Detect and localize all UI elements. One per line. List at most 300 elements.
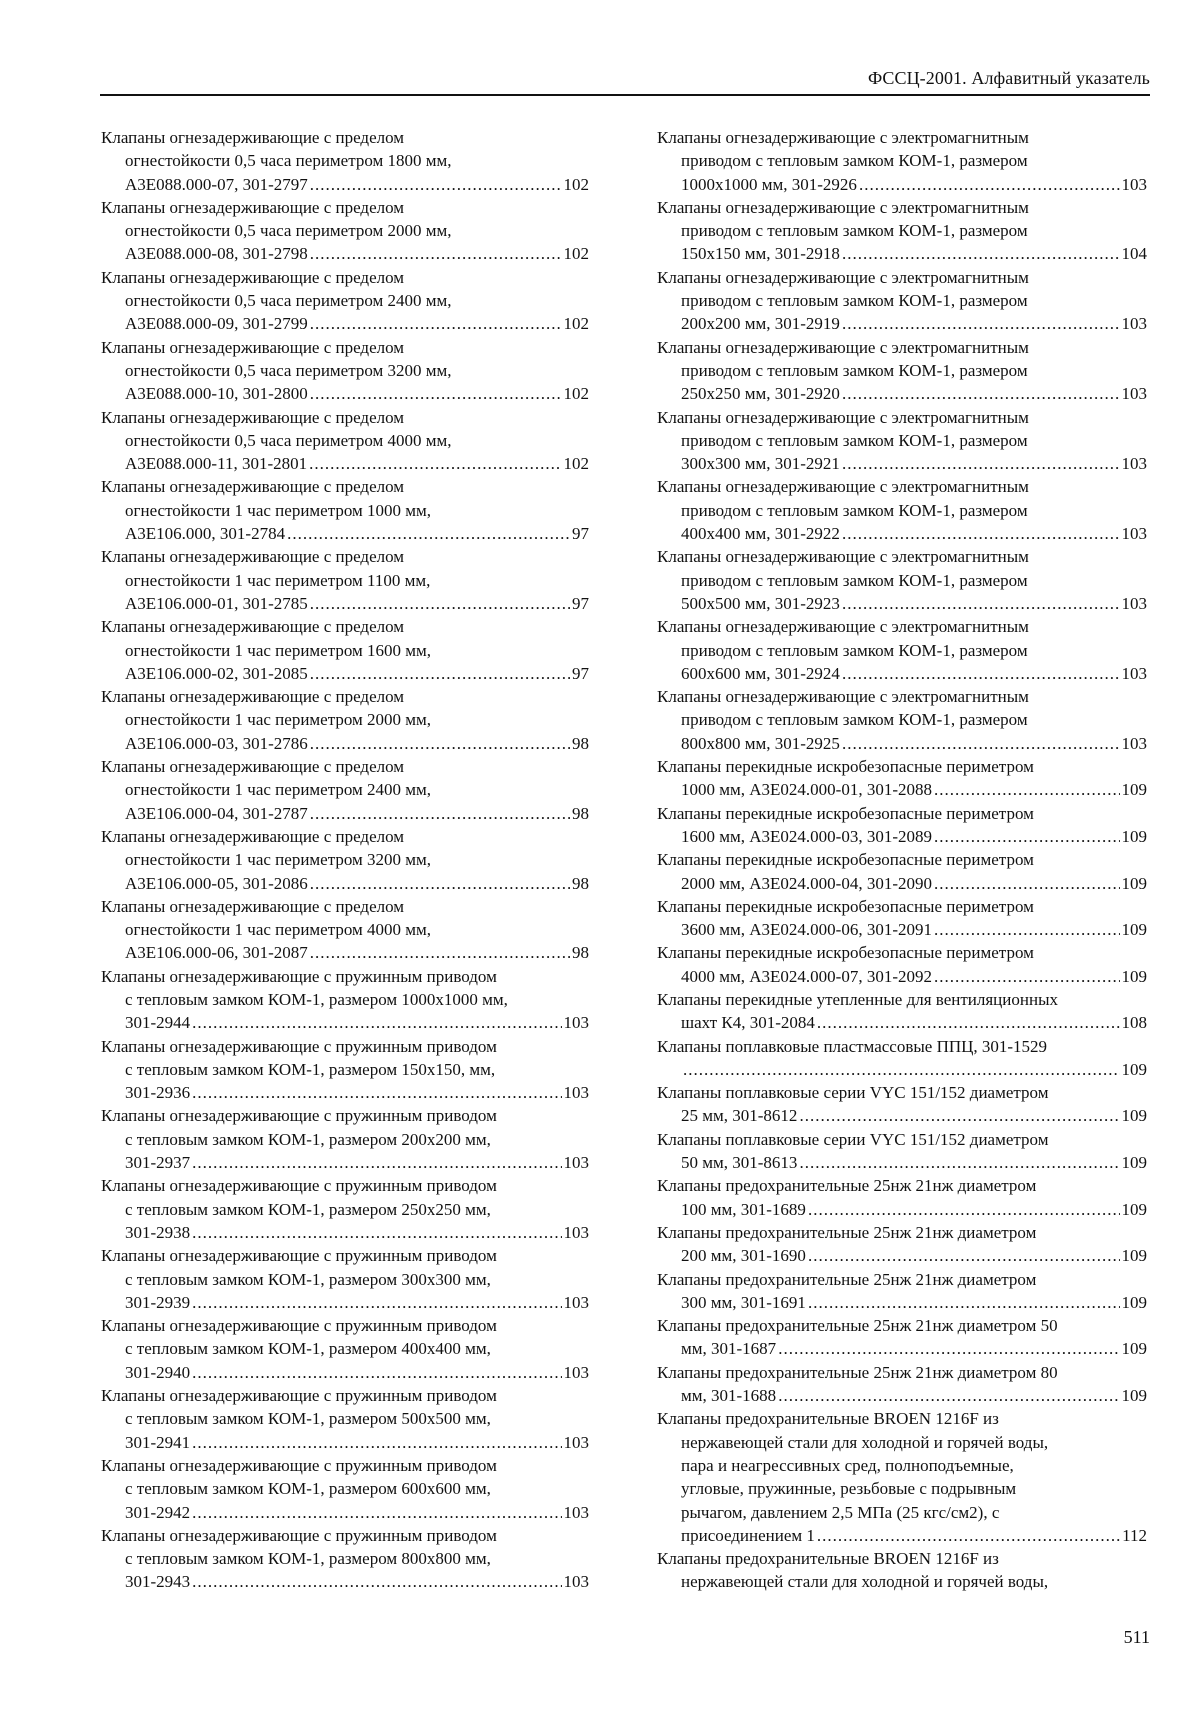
index-entry bbox=[101, 1314, 589, 1384]
index-entry bbox=[101, 126, 589, 196]
index-entry bbox=[101, 475, 589, 545]
index-entry bbox=[657, 196, 1147, 266]
entry-line: Клапаны огнезадерживающие с пружинным приводом bbox=[101, 1316, 497, 1336]
entry-line: Клапаны перекидные искробезопасные периметром bbox=[657, 943, 1034, 963]
entry-last-line bbox=[101, 522, 589, 545]
entry-page-number: 109 bbox=[1121, 780, 1147, 800]
index-entry bbox=[657, 1547, 1147, 1594]
dot-leader bbox=[192, 1361, 561, 1384]
entry-line: Клапаны огнезадерживающие с электромагнитным bbox=[657, 267, 1029, 287]
entry-page-number: 103 bbox=[563, 1222, 589, 1242]
entry-line: Клапаны перекидные искробезопасные периметром bbox=[657, 803, 1034, 823]
index-entry bbox=[101, 1524, 589, 1594]
entry-page-number: 97 bbox=[572, 663, 589, 683]
dot-leader bbox=[192, 1081, 561, 1104]
entry-line: огнестойкости 1 час периметром 1600 мм, bbox=[125, 640, 432, 660]
entry-page-number: 102 bbox=[563, 244, 589, 264]
entry-reference: 50 мм, 301-8613 bbox=[681, 1153, 798, 1173]
entry-page-number: 109 bbox=[1121, 1106, 1147, 1126]
entry-page-number: 103 bbox=[563, 1013, 589, 1033]
entry-reference: 250x250 мм, 301-2920 bbox=[681, 384, 840, 404]
entry-line: Клапаны огнезадерживающие с пределом bbox=[101, 757, 405, 777]
index-entry bbox=[101, 1035, 589, 1105]
index-entry bbox=[657, 1361, 1147, 1408]
entry-page-number: 103 bbox=[563, 1432, 589, 1452]
dot-leader bbox=[842, 662, 1120, 685]
dot-leader bbox=[799, 1104, 1119, 1127]
dot-leader bbox=[778, 1337, 1119, 1360]
index-entry bbox=[657, 941, 1147, 988]
entry-page-number: 109 bbox=[1121, 873, 1147, 893]
entry-last-line bbox=[101, 312, 589, 335]
entry-reference: 1000x1000 мм, 301-2926 bbox=[681, 174, 857, 194]
index-entry bbox=[657, 802, 1147, 849]
entry-line: нержавеющей стали для холодной и горячей воды, bbox=[681, 1432, 1049, 1452]
entry-last-line bbox=[101, 1151, 589, 1174]
dot-leader bbox=[934, 778, 1120, 801]
entry-line: Клапаны огнезадерживающие с пределом bbox=[101, 477, 405, 497]
dot-leader bbox=[192, 1431, 561, 1454]
entry-page-number: 103 bbox=[1121, 524, 1147, 544]
entry-reference: 200 мм, 301-1690 bbox=[681, 1246, 806, 1266]
entry-last-line bbox=[657, 662, 1147, 685]
entry-last-line bbox=[657, 1244, 1147, 1267]
entry-line: Клапаны огнезадерживающие с пределом bbox=[101, 687, 405, 707]
entry-line: Клапаны огнезадерживающие с пружинным приводом bbox=[101, 1455, 497, 1475]
entry-line: огнестойкости 1 час периметром 1000 мм, bbox=[125, 500, 432, 520]
entry-reference: 400x400 мм, 301-2922 bbox=[681, 524, 840, 544]
index-entry bbox=[657, 126, 1147, 196]
index-entry bbox=[101, 196, 589, 266]
entry-last-line bbox=[657, 1524, 1147, 1547]
dot-leader bbox=[808, 1244, 1120, 1267]
entry-reference: присоединением 1 bbox=[681, 1525, 815, 1545]
index-entry bbox=[101, 1104, 589, 1174]
dot-leader bbox=[842, 592, 1120, 615]
entry-last-line bbox=[101, 1011, 589, 1034]
entry-line: с тепловым замком КОМ-1, размером 400x400 мм, bbox=[125, 1339, 491, 1359]
entry-line: Клапаны огнезадерживающие с пределом bbox=[101, 896, 405, 916]
entry-line: приводом с тепловым замком КОМ-1, размером bbox=[681, 151, 1028, 171]
entry-page-number: 103 bbox=[1121, 454, 1147, 474]
entry-line: Клапаны поплавковые пластмассовые ППЦ, 301-1529 bbox=[657, 1036, 1048, 1056]
index-entry bbox=[657, 895, 1147, 942]
dot-leader bbox=[859, 173, 1120, 196]
entry-last-line bbox=[101, 1081, 589, 1104]
index-entry bbox=[657, 1407, 1147, 1547]
entry-line: Клапаны огнезадерживающие с пределом bbox=[101, 337, 405, 357]
entry-last-line bbox=[101, 173, 589, 196]
index-entry bbox=[657, 848, 1147, 895]
entry-reference: A3E106.000-01, 301-2785 bbox=[125, 593, 308, 613]
entry-last-line bbox=[101, 1291, 589, 1314]
entry-reference: 100 мм, 301-1689 bbox=[681, 1199, 806, 1219]
index-entry bbox=[657, 1314, 1147, 1361]
entry-last-line bbox=[101, 1570, 589, 1593]
entry-last-line bbox=[657, 242, 1147, 265]
entry-last-line bbox=[101, 1221, 589, 1244]
entry-line: с тепловым замком КОМ-1, размером 300x300 мм, bbox=[125, 1269, 491, 1289]
index-entry bbox=[101, 755, 589, 825]
entry-page-number: 102 bbox=[563, 454, 589, 474]
entry-page-number: 103 bbox=[1121, 174, 1147, 194]
dot-leader bbox=[192, 1570, 561, 1593]
entry-line: Клапаны перекидные искробезопасные периметром bbox=[657, 896, 1034, 916]
entry-page-number: 98 bbox=[572, 803, 589, 823]
entry-page-number: 102 bbox=[563, 314, 589, 334]
index-entry bbox=[101, 1454, 589, 1524]
entry-line: приводом с тепловым замком КОМ-1, размером bbox=[681, 221, 1028, 241]
entry-line: Клапаны огнезадерживающие с пределом bbox=[101, 547, 405, 567]
entry-last-line bbox=[101, 802, 589, 825]
entry-last-line bbox=[657, 1337, 1147, 1360]
dot-leader bbox=[799, 1151, 1119, 1174]
entry-page-number: 109 bbox=[1121, 1292, 1147, 1312]
entry-reference: 150x150 мм, 301-2918 bbox=[681, 244, 840, 264]
entry-line: Клапаны предохранительные 25нж 21нж диаметром 50 bbox=[657, 1316, 1058, 1336]
dot-leader bbox=[287, 522, 570, 545]
entry-line: Клапаны предохранительные 25нж 21нж диаметром bbox=[657, 1176, 1037, 1196]
entry-page-number: 112 bbox=[1122, 1525, 1147, 1545]
entry-page-number: 97 bbox=[572, 593, 589, 613]
entry-last-line bbox=[657, 1291, 1147, 1314]
index-column-left bbox=[101, 126, 589, 1594]
entry-last-line bbox=[657, 1104, 1147, 1127]
dot-leader bbox=[808, 1198, 1120, 1221]
dot-leader bbox=[192, 1011, 561, 1034]
entry-reference: 1000 мм, A3E024.000-01, 301-2088 bbox=[681, 780, 932, 800]
entry-line: с тепловым замком КОМ-1, размером 1000x1000 мм, bbox=[125, 989, 508, 1009]
entry-reference: A3E106.000-03, 301-2786 bbox=[125, 733, 308, 753]
entry-reference: A3E088.000-07, 301-2797 bbox=[125, 174, 308, 194]
entry-page-number: 103 bbox=[563, 1502, 589, 1522]
entry-line: огнестойкости 0,5 часа периметром 3200 мм, bbox=[125, 360, 452, 380]
entry-line: Клапаны огнезадерживающие с пределом bbox=[101, 128, 405, 147]
dot-leader bbox=[310, 592, 570, 615]
entry-reference: 600x600 мм, 301-2924 bbox=[681, 663, 840, 683]
entry-line: Клапаны предохранительные BROEN 1216F из bbox=[657, 1549, 999, 1569]
dot-leader bbox=[310, 872, 570, 895]
dot-leader bbox=[310, 941, 570, 964]
entry-page-number: 109 bbox=[1121, 1246, 1147, 1266]
entry-reference: 301-2943 bbox=[125, 1572, 191, 1592]
entry-line: огнестойкости 0,5 часа периметром 2400 мм, bbox=[125, 291, 452, 311]
dot-leader bbox=[808, 1291, 1120, 1314]
entry-reference: A3E088.000-09, 301-2799 bbox=[125, 314, 308, 334]
entry-page-number: 103 bbox=[1121, 733, 1147, 753]
entry-line: с тепловым замком КОМ-1, размером 200x200 мм, bbox=[125, 1129, 491, 1149]
index-entry bbox=[101, 406, 589, 476]
index-entry bbox=[101, 1174, 589, 1244]
entry-line: Клапаны огнезадерживающие с электромагнитным bbox=[657, 407, 1029, 427]
entry-last-line bbox=[657, 173, 1147, 196]
entry-line: приводом с тепловым замком КОМ-1, размером bbox=[681, 360, 1028, 380]
dot-leader bbox=[310, 732, 570, 755]
entry-page-number: 103 bbox=[563, 1153, 589, 1173]
entry-line: Клапаны огнезадерживающие с пружинным приводом bbox=[101, 1386, 497, 1406]
entry-page-number: 102 bbox=[563, 174, 589, 194]
entry-page-number: 98 bbox=[572, 733, 589, 753]
entry-page-number: 102 bbox=[563, 384, 589, 404]
entry-line: Клапаны предохранительные BROEN 1216F из bbox=[657, 1409, 999, 1429]
dot-leader bbox=[842, 382, 1120, 405]
index-entry bbox=[657, 545, 1147, 615]
entry-last-line bbox=[101, 1501, 589, 1524]
entry-reference: 300 мм, 301-1691 bbox=[681, 1292, 806, 1312]
entry-line: Клапаны перекидные искробезопасные периметром bbox=[657, 850, 1034, 870]
entry-line: угловые, пружинные, резьбовые с подрывным bbox=[681, 1479, 1017, 1499]
entry-reference: A3E088.000-08, 301-2798 bbox=[125, 244, 308, 264]
entry-page-number: 103 bbox=[1121, 663, 1147, 683]
entry-last-line bbox=[101, 662, 589, 685]
entry-line: Клапаны огнезадерживающие с электромагнитным bbox=[657, 687, 1029, 707]
dot-leader bbox=[309, 452, 561, 475]
entry-page-number: 109 bbox=[1121, 1339, 1147, 1359]
entry-reference: 500x500 мм, 301-2923 bbox=[681, 593, 840, 613]
entry-page-number: 98 bbox=[572, 943, 589, 963]
entry-reference: 301-2941 bbox=[125, 1432, 191, 1452]
entry-line: Клапаны огнезадерживающие с пружинным приводом bbox=[101, 1036, 497, 1056]
dot-leader bbox=[310, 662, 570, 685]
index-entry bbox=[657, 266, 1147, 336]
entry-last-line bbox=[101, 872, 589, 895]
entry-reference: 301-2939 bbox=[125, 1292, 191, 1312]
index-entry bbox=[101, 545, 589, 615]
index-entry bbox=[101, 825, 589, 895]
entry-line: рычагом, давлением 2,5 МПа (25 кгс/см2), с bbox=[681, 1502, 1000, 1522]
entry-page-number: 108 bbox=[1121, 1013, 1147, 1033]
dot-leader bbox=[934, 872, 1120, 895]
page-header bbox=[100, 68, 1150, 96]
entry-line: Клапаны огнезадерживающие с пределом bbox=[101, 407, 405, 427]
dot-leader bbox=[842, 242, 1120, 265]
entry-line: Клапаны огнезадерживающие с пределом bbox=[101, 617, 405, 637]
entry-reference: 4000 мм, A3E024.000-07, 301-2092 bbox=[681, 966, 932, 986]
entry-line: Клапаны огнезадерживающие с электромагнитным bbox=[657, 128, 1029, 147]
entry-line: приводом с тепловым замком КОМ-1, размером bbox=[681, 500, 1028, 520]
entry-line: огнестойкости 0,5 часа периметром 4000 мм, bbox=[125, 430, 452, 450]
page-number: 511 bbox=[1123, 1627, 1150, 1647]
entry-line: Клапаны огнезадерживающие с пружинным приводом bbox=[101, 966, 497, 986]
dot-leader bbox=[310, 802, 570, 825]
entry-last-line bbox=[657, 778, 1147, 801]
entry-last-line bbox=[657, 965, 1147, 988]
entry-last-line bbox=[101, 242, 589, 265]
index-entry bbox=[101, 1384, 589, 1454]
entry-line: Клапаны поплавковые серии VYC 151/152 диаметром bbox=[657, 1129, 1049, 1149]
entry-last-line bbox=[657, 1011, 1147, 1034]
entry-reference: мм, 301-1687 bbox=[681, 1339, 777, 1359]
entry-reference: A3E106.000-04, 301-2787 bbox=[125, 803, 308, 823]
entry-line: Клапаны огнезадерживающие с электромагнитным bbox=[657, 197, 1029, 217]
entry-last-line bbox=[101, 1431, 589, 1454]
entry-page-number: 109 bbox=[1121, 1386, 1147, 1406]
entry-line: огнестойкости 1 час периметром 4000 мм, bbox=[125, 920, 432, 940]
entry-line: огнестойкости 1 час периметром 3200 мм, bbox=[125, 850, 432, 870]
dot-leader bbox=[842, 452, 1120, 475]
entry-line: Клапаны предохранительные 25нж 21нж диаметром bbox=[657, 1269, 1037, 1289]
entry-last-line bbox=[101, 1361, 589, 1384]
entry-page-number: 98 bbox=[572, 873, 589, 893]
entry-line: приводом с тепловым замком КОМ-1, размером bbox=[681, 710, 1028, 730]
entry-reference: 301-2944 bbox=[125, 1013, 191, 1033]
entry-line: Клапаны огнезадерживающие с пределом bbox=[101, 197, 405, 217]
entry-last-line bbox=[101, 452, 589, 475]
entry-line: огнестойкости 0,5 часа периметром 1800 мм, bbox=[125, 151, 452, 171]
entry-line: Клапаны огнезадерживающие с пружинным приводом bbox=[101, 1246, 497, 1266]
dot-leader bbox=[778, 1384, 1119, 1407]
dot-leader bbox=[192, 1221, 561, 1244]
entry-reference: A3E088.000-11, 301-2801 bbox=[125, 454, 308, 474]
entry-line: приводом с тепловым замком КОМ-1, размером bbox=[681, 570, 1028, 590]
entry-line: с тепловым замком КОМ-1, размером 600x600 мм, bbox=[125, 1479, 491, 1499]
dot-leader bbox=[842, 312, 1120, 335]
index-entry bbox=[657, 406, 1147, 476]
entry-line: с тепловым замком КОМ-1, размером 500x500 мм, bbox=[125, 1409, 491, 1429]
entry-last-line bbox=[101, 732, 589, 755]
entry-line: Клапаны огнезадерживающие с пружинным приводом bbox=[101, 1525, 497, 1545]
entry-page-number: 109 bbox=[1121, 1153, 1147, 1173]
entry-line: Клапаны поплавковые серии VYC 151/152 диаметром bbox=[657, 1083, 1049, 1103]
running-title: ФССЦ-2001. Алфавитный указатель bbox=[868, 68, 1150, 88]
entry-line: с тепловым замком КОМ-1, размером 150x150, мм, bbox=[125, 1059, 496, 1079]
index-entry bbox=[657, 755, 1147, 802]
entry-reference: 300x300 мм, 301-2921 bbox=[681, 454, 840, 474]
entry-page-number: 103 bbox=[1121, 314, 1147, 334]
entry-reference: A3E106.000, 301-2784 bbox=[125, 524, 286, 544]
entry-line: Клапаны огнезадерживающие с электромагнитным bbox=[657, 477, 1029, 497]
entry-line: Клапаны предохранительные 25нж 21нж диаметром bbox=[657, 1222, 1037, 1242]
entry-reference: 301-2936 bbox=[125, 1083, 191, 1103]
index-entry bbox=[101, 336, 589, 406]
index-entry bbox=[101, 895, 589, 965]
entry-page-number: 103 bbox=[1121, 593, 1147, 613]
entry-line: приводом с тепловым замком КОМ-1, размером bbox=[681, 640, 1028, 660]
index-entry bbox=[101, 615, 589, 685]
dot-leader bbox=[934, 965, 1120, 988]
entry-line: Клапаны перекидные искробезопасные периметром bbox=[657, 757, 1034, 777]
entry-last-line bbox=[101, 941, 589, 964]
dot-leader bbox=[310, 173, 562, 196]
entry-reference: 2000 мм, A3E024.000-04, 301-2090 bbox=[681, 873, 932, 893]
entry-reference: 800x800 мм, 301-2925 bbox=[681, 733, 840, 753]
dot-leader bbox=[934, 918, 1120, 941]
index-entry bbox=[101, 685, 589, 755]
entry-line: огнестойкости 1 час периметром 1100 мм, bbox=[125, 570, 431, 590]
entry-last-line bbox=[657, 1058, 1147, 1081]
entry-last-line bbox=[657, 592, 1147, 615]
entry-line: огнестойкости 0,5 часа периметром 2000 мм, bbox=[125, 221, 452, 241]
entry-last-line bbox=[657, 1384, 1147, 1407]
entry-line: Клапаны огнезадерживающие с пределом bbox=[101, 267, 405, 287]
entry-last-line bbox=[657, 825, 1147, 848]
entry-line: Клапаны предохранительные 25нж 21нж диаметром 80 bbox=[657, 1362, 1058, 1382]
entry-page-number: 103 bbox=[563, 1362, 589, 1382]
entry-reference: 25 мм, 301-8612 bbox=[681, 1106, 798, 1126]
entry-line: огнестойкости 1 час периметром 2000 мм, bbox=[125, 710, 432, 730]
entry-last-line bbox=[101, 382, 589, 405]
dot-leader bbox=[842, 522, 1120, 545]
dot-leader bbox=[817, 1011, 1120, 1034]
entry-page-number: 104 bbox=[1121, 244, 1147, 264]
entry-line: огнестойкости 1 час периметром 2400 мм, bbox=[125, 780, 432, 800]
entry-reference: 301-2938 bbox=[125, 1222, 191, 1242]
index-entry bbox=[657, 336, 1147, 406]
dot-leader bbox=[683, 1058, 1120, 1081]
dot-leader bbox=[310, 242, 562, 265]
index-entry bbox=[101, 965, 589, 1035]
entry-last-line bbox=[101, 592, 589, 615]
entry-last-line bbox=[657, 872, 1147, 895]
entry-reference: 301-2937 bbox=[125, 1153, 191, 1173]
entry-page-number: 109 bbox=[1121, 826, 1147, 846]
entry-line: с тепловым замком КОМ-1, размером 800x800 мм, bbox=[125, 1549, 491, 1569]
entry-line: пара и неагрессивных сред, полноподъемные, bbox=[681, 1455, 1014, 1475]
index-entry bbox=[657, 1128, 1147, 1175]
entry-line: Клапаны огнезадерживающие с электромагнитным bbox=[657, 617, 1029, 637]
entry-line: Клапаны перекидные утепленные для вентиляционных bbox=[657, 989, 1058, 1009]
entry-reference: A3E106.000-06, 301-2087 bbox=[125, 943, 308, 963]
dot-leader bbox=[842, 732, 1120, 755]
dot-leader bbox=[310, 312, 562, 335]
entry-page-number: 109 bbox=[1121, 920, 1147, 940]
entry-line: приводом с тепловым замком КОМ-1, размером bbox=[681, 430, 1028, 450]
entry-page-number: 103 bbox=[563, 1572, 589, 1592]
entry-reference: шахт К4, 301-2084 bbox=[681, 1013, 815, 1033]
entry-reference: A3E106.000-02, 301-2085 bbox=[125, 663, 308, 683]
dot-leader bbox=[310, 382, 562, 405]
entry-page-number: 97 bbox=[572, 524, 589, 544]
index-entry bbox=[657, 1268, 1147, 1315]
index-entry bbox=[657, 1081, 1147, 1128]
dot-leader bbox=[192, 1501, 561, 1524]
entry-reference: 301-2942 bbox=[125, 1502, 191, 1522]
entry-last-line bbox=[657, 1151, 1147, 1174]
entry-reference: 301-2940 bbox=[125, 1362, 191, 1382]
entry-reference: 3600 мм, A3E024.000-06, 301-2091 bbox=[681, 920, 932, 940]
entry-reference: A3E106.000-05, 301-2086 bbox=[125, 873, 308, 893]
entry-reference: 1600 мм, A3E024.000-03, 301-2089 bbox=[681, 826, 932, 846]
index-entry bbox=[657, 988, 1147, 1035]
index-entry bbox=[657, 1035, 1147, 1082]
entry-line: Клапаны огнезадерживающие с электромагнитным bbox=[657, 547, 1029, 567]
dot-leader bbox=[934, 825, 1120, 848]
entry-line: Клапаны огнезадерживающие с пределом bbox=[101, 826, 405, 846]
entry-last-line bbox=[657, 1198, 1147, 1221]
entry-reference: 200x200 мм, 301-2919 bbox=[681, 314, 840, 334]
dot-leader bbox=[192, 1291, 561, 1314]
index-column-right bbox=[657, 126, 1147, 1594]
entry-page-number: 109 bbox=[1121, 1059, 1147, 1079]
entry-line: Клапаны огнезадерживающие с электромагнитным bbox=[657, 337, 1029, 357]
entry-page-number: 103 bbox=[1121, 384, 1147, 404]
entry-last-line bbox=[657, 732, 1147, 755]
entry-line: нержавеющей стали для холодной и горячей воды, bbox=[681, 1572, 1049, 1592]
entry-line: приводом с тепловым замком КОМ-1, размером bbox=[681, 291, 1028, 311]
index-entry bbox=[101, 266, 589, 336]
index-entry bbox=[657, 685, 1147, 755]
entry-last-line bbox=[657, 522, 1147, 545]
entry-page-number: 109 bbox=[1121, 966, 1147, 986]
entry-line: Клапаны огнезадерживающие с пружинным приводом bbox=[101, 1106, 497, 1126]
index-entry bbox=[101, 1244, 589, 1314]
entry-last-line bbox=[657, 382, 1147, 405]
entry-page-number: 103 bbox=[563, 1292, 589, 1312]
entry-reference: мм, 301-1688 bbox=[681, 1386, 777, 1406]
entry-page-number: 103 bbox=[563, 1083, 589, 1103]
entry-page-number: 109 bbox=[1121, 1199, 1147, 1219]
entry-last-line bbox=[657, 918, 1147, 941]
